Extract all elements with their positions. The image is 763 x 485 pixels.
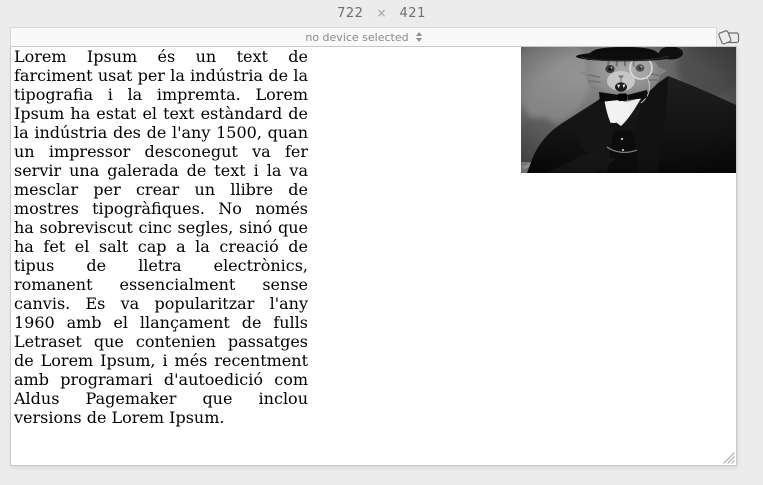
viewport-height-input[interactable]: 421 [399, 5, 426, 21]
lorem-ipsum-paragraph: Lorem Ipsum és un text de farciment usat per la indústria de la tipografia i la impremta. Lorem Ipsum ha estat el text estàndard de la indústria des de l'any 1500, quan un impressor desconegut va fer servir una galerada de text i la va mesclar per crear un llibre de mostres tipogràfiques. No només ha sobreviscut cinc segles, sinó que ha fet el salt cap a la creació de tipus de lletra electrònics, romanent essencialment sense canvis. Es va popularitzar l'any 1960 amb el llançament de fulls Letraset que contenien passatges de Lorem Ipsum, i més recentment amb programari d'autoedició com Aldus Pagemaker que inclou versions de Lorem Ipsum. [14, 47, 308, 427]
diagonal-resize-grip-icon [722, 451, 735, 464]
viewport-size-controls [0, 3, 763, 23]
gentleman-cat-illustration [521, 47, 736, 173]
device-selector[interactable] [10, 27, 717, 47]
gentleman-cat-image [521, 47, 736, 173]
rotate-viewport-button[interactable] [715, 26, 743, 47]
dimension-separator: × [376, 6, 387, 20]
device-selector-label: no device selected [305, 30, 409, 44]
viewport-resize-handle[interactable] [721, 450, 735, 464]
select-up-down-arrows-icon [416, 32, 422, 42]
rotate-viewport-icon [717, 28, 741, 46]
viewport-width-input[interactable]: 722 [337, 5, 364, 21]
viewport [10, 46, 737, 466]
